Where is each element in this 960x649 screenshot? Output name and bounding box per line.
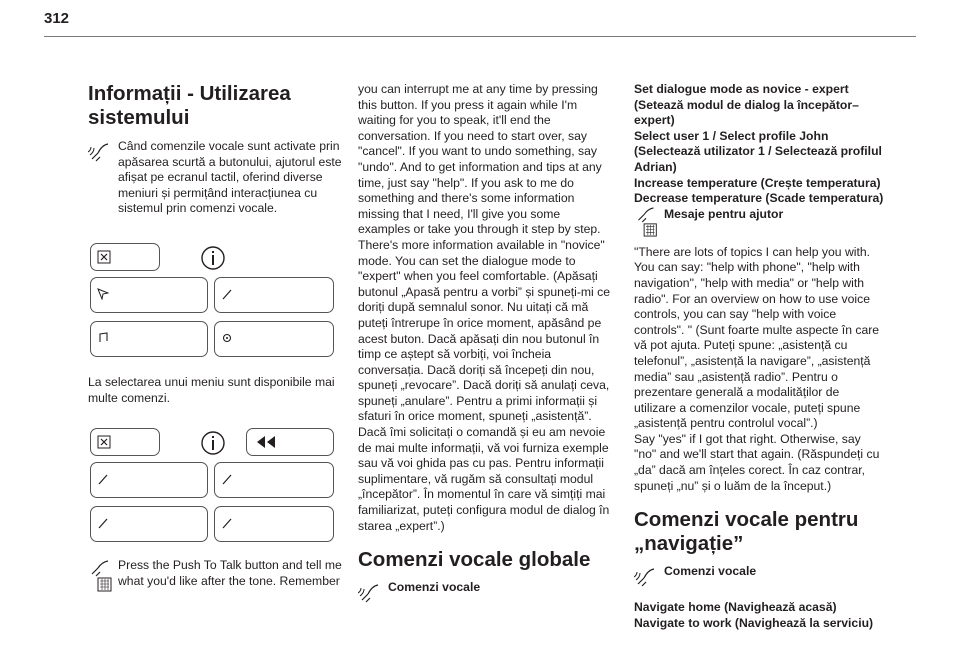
header-rule xyxy=(44,36,916,37)
command-item-3: Increase temperature (Crește temperatura) xyxy=(634,175,881,190)
section-heading-global: Comenzi vocale globale xyxy=(358,548,591,572)
help-screen-illustration-2 xyxy=(88,428,336,546)
section-heading-navigation: Comenzi vocale pentru „navigație” xyxy=(634,508,859,556)
screen2-close-button xyxy=(90,428,160,456)
close-x-icon xyxy=(97,250,111,264)
section-heading-info: Informații - Utilizarea sistemului xyxy=(88,82,291,129)
screen2-edit-button-2 xyxy=(214,462,334,498)
pen-icon xyxy=(221,288,233,300)
navigation-icon xyxy=(97,288,109,300)
help-messages-text: "There are lots of topics I can help you with. You can say: "help with phone", "help with navigation", "help with media" or "help with radio". For an overview on how to use voice controls, you can say "help with voice controls". " (Sunt foarte multe aspecte în care vă pot ajuta. Puteți spune: „asistență cu telefonul”, „asistență la navigare”, „asistență media” sau „asistență radio”. Pentru o prezentare generală a modalităților de utilizare a comenzilor vocale, puteți spune „asistență pentru controlul vocal”.) xyxy=(634,244,880,431)
nav-command-1: Navigate home (Navighează acasă) xyxy=(634,600,837,615)
intro-text: Când comenzile vocale sunt activate prin apăsarea scurtă a butonului, ajutorul este afișat pe ecranul tactil, oferind diverse meniuri și permițând interacțiunea cu sistemul prin comenzi vocale. xyxy=(118,139,342,216)
column-1 xyxy=(88,82,342,589)
intro-block xyxy=(88,139,342,217)
screen2-edit-button-1 xyxy=(90,462,208,498)
push-to-talk-steering-icon xyxy=(88,560,112,592)
voice-command-icon xyxy=(634,566,658,588)
screen1-nav-button xyxy=(90,277,208,313)
info-icon xyxy=(200,245,226,271)
help-label-block xyxy=(634,207,884,239)
close-x-icon xyxy=(97,435,111,449)
yes-no-text: Say "yes" if I got that right. Otherwise, say "no" and we'll start that again. (Răspundeți cu „da” dacă am înțeles corect. În caz contrar, spuneți „nu” și o luăm de la început.) xyxy=(634,431,880,493)
rewind-icon xyxy=(255,435,277,449)
global-subhead-block xyxy=(358,580,611,606)
screen2-edit-button-4 xyxy=(214,506,334,542)
push-to-talk-steering-icon xyxy=(634,207,658,237)
music-note-icon xyxy=(97,332,109,344)
screen1-edit-button xyxy=(214,277,334,313)
voice-command-icon xyxy=(358,582,382,604)
screen1-music-button xyxy=(90,321,208,357)
pen-icon xyxy=(97,517,109,529)
help-label: Mesaje pentru ajutor xyxy=(664,206,784,221)
global-subhead: Comenzi vocale xyxy=(388,580,481,595)
help-screen-illustration-1 xyxy=(88,243,336,361)
help-continuation-text: you can interrupt me at any time by pressing this button. If you press it again while I'm waiting for you to speak, it'll end the conversation. If you need to start over, say "cancel". If you want to undo something, say "undo". And to get information and tips at any time, just say "help". If you ask to me do something and there's some information missing that I need, I'll give you some examples or take you through it step by step. There's more information available in "novice" mode. You can set the dialogue mode to "expert" when you feel comfortable. (Apăsați butonul „Apasă pentru a vorbi” și spuneți-mi ce doriți după semnalul sonor. Nu uitați că mă puteți întrerupe în orice moment, apăsând pe acest buton. Dacă apăsați din nou butonul în timp ce aștept să vorbiți, voi încheia conversația. Dacă doriți să începeți din nou, spuneți „revocare”. Dacă doriți să anulați ceva, spuneți „anulare”. Pentru a primi informații și sfaturi în orice moment, spuneți „asistență”. Dacă îmi solicitați o comandă și eu am nevoie de mai multe informații, vă voi furniza exemple sau vă voi ghida pas cu pas. Pentru informații suplimentare, vă rugăm să consultați modul „începător”. În momentul în care vă simțiți mai familiarizat, puteți configura modul de dialog în starea „expert”.) xyxy=(358,82,611,533)
column-2 xyxy=(358,82,611,606)
ptt-block xyxy=(88,558,342,589)
screen2-edit-button-3 xyxy=(90,506,208,542)
page-number: 312 xyxy=(44,10,70,27)
pen-icon xyxy=(97,473,109,485)
column-3 xyxy=(634,82,884,631)
pen-icon xyxy=(221,473,233,485)
nav-subhead: Comenzi vocale xyxy=(664,564,757,579)
screen2-rewind-button xyxy=(246,428,334,456)
voice-command-icon xyxy=(88,141,112,163)
settings-icon xyxy=(221,332,233,344)
ptt-text: Press the Push To Talk button and tell me what you'd like after the tone. Remember xyxy=(118,558,342,588)
nav-command-2: Navigate to work (Navighează la serviciu) xyxy=(634,615,874,630)
between-screens-text: La selectarea unui meniu sunt disponibile mai multe comenzi. xyxy=(88,374,335,405)
command-item-4: Decrease temperature (Scade temperatura) xyxy=(634,191,884,206)
nav-subhead-block xyxy=(634,564,884,590)
command-item-1: Set dialogue mode as novice - expert (Setează modul de dialog la începător– expert) xyxy=(634,82,859,128)
info-icon xyxy=(200,430,226,456)
pen-icon xyxy=(221,517,233,529)
command-item-2: Select user 1 / Select profile John (Selectează utilizator 1 / Selectează profilul Adrian) xyxy=(634,128,882,174)
screen1-close-button xyxy=(90,243,160,271)
screen1-settings-button xyxy=(214,321,334,357)
